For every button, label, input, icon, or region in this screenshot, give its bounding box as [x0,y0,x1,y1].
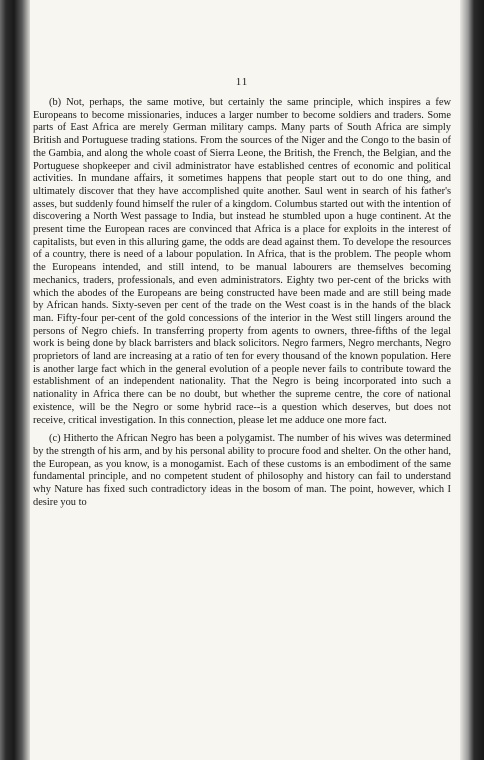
page-number: 11 [235,76,249,88]
paragraph-b: (b) Not, perhaps, the same motive, but certainly the same principle, which inspires a few Europeans to become missionaries, induces a larger number to become soldiers and traders. Some parts of East Africa are merely German military camps. Many parts of South Africa are simply British and Portuguese trading stations. From the sources of the Niger and the Congo to the basin of the Gambia, and along the whole coast of Sierra Leone, the British, the French, the Belgian, and the Portuguese shopkeeper and civil administrator have established centres of economic and political activities. In mundane affairs, it sometimes happens that people start out to do one thing, and ultimately discover that they have accomplished quite another. Saul went in search of his father's asses, but suddenly found himself the ruler of a kingdom. Columbus started out with the intention of discovering a North West passage to India, but instead he stumbled upon a huge continent. At the present time the European races are convinced that Africa is a place for exploits in the interest of capitalists, but even in this alluring game, the odds are dead against them. To develope the resources of a country, there is need of a labour population. In Africa, that is the problem. The people whom the Europeans intended, and still intend, to be manual labourers are themselves becoming mechanics, traders, professionals, and even administrators. Eighty two per-cent of the bricks with which the abodes of the Europeans are being constructed have been made and are still being made by African hands. Sixty-seven per cent of the trade on the West coast is in the hands of the black man. Fifty-four per-cent of the gold concessions of the interior in the West still lingers around the persons of Negro chiefs. In transferring property from agents to owners, three-fifths of the legal work is being done by black barristers and black solicitors. Negro farmers, Negro merchants, Negro proprietors of land are increasing at a ratio of ten for every thousand of the known population. Here is another large fact which in the general evolution of a people never fails to contribute toward the establishment of an independent nationality. That the Negro is being incorporated into such a nationality in Africa there can be no doubt, but whether the supreme centre, the core of national existence, will be the Negro or some hybrid race--is a question which deserves, but does not receive, critical investigation. In this connection, please let me adduce one more fact. [33,97,451,426]
paragraph-c: (c) Hitherto the African Negro has been a polygamist. The number of his wives was determined by the strength of his arm, and by his personal ability to procure food and shelter. On the other hand, the European, as you know, is a monogamist. Each of these customs is an embodiment of the same fundamental principle, and no competent student of philosophy and history can fail to understand why Nature has fixed such contradictory ideas in the bosom of man. The point, however, which I desire you to [33,433,451,508]
binding-gutter-shadow [0,0,30,760]
scanner-edge [460,0,484,760]
body-text [33,97,451,510]
